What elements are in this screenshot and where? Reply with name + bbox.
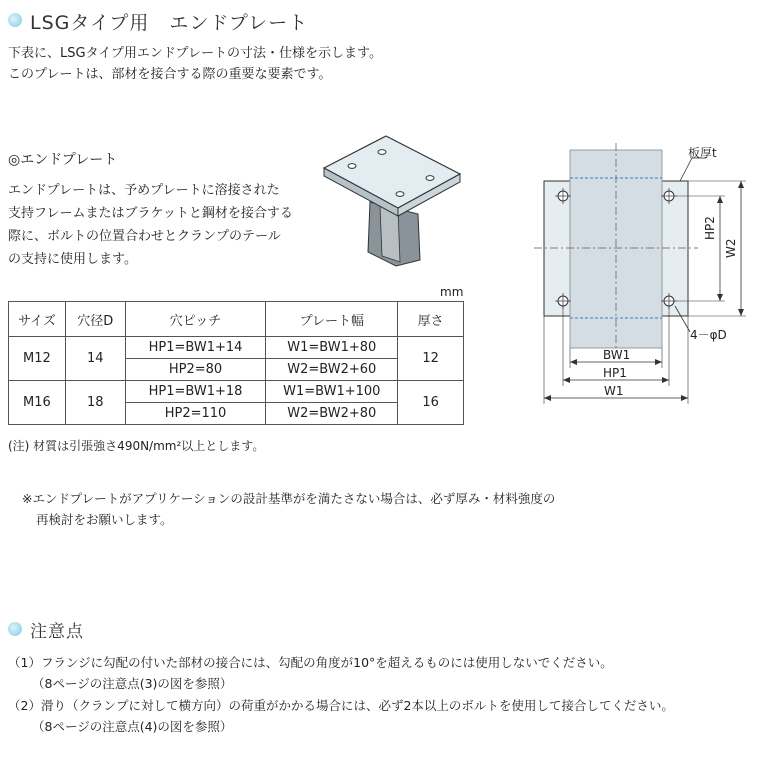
cell-width: W2=BW2+80 xyxy=(266,403,398,425)
table-header-row xyxy=(9,302,464,337)
bullet-dot-icon xyxy=(8,13,22,27)
bullet-dot-icon xyxy=(8,622,22,636)
cautions-title: 注意点 xyxy=(30,622,84,642)
header-thickness: 厚さ xyxy=(398,302,464,337)
header-width: プレート幅 xyxy=(266,302,398,337)
page-title: LSGタイプ用 エンドプレート xyxy=(30,12,309,34)
label-plate-thickness: 板厚t xyxy=(688,146,717,160)
table-row xyxy=(9,381,464,403)
caution-item-2: （2）滑り（クランプに対して横方向）の荷重がかかる場合には、必ず2本以上のボルトを使用して接合してください。 xyxy=(8,698,674,713)
header-size: サイズ xyxy=(9,302,66,337)
label-bw1: BW1 xyxy=(603,348,631,362)
endplate-illustration xyxy=(318,132,468,272)
cell-thickness: 16 xyxy=(398,381,464,425)
caution-item-2-ref: （8ページの注意点(4)の図を参照） xyxy=(32,719,233,734)
table-unit: mm xyxy=(440,285,464,299)
intro-line-1: 下表に、LSGタイプ用エンドプレートの寸法・仕様を示します。 xyxy=(8,46,382,61)
cell-width: W2=BW2+60 xyxy=(266,359,398,381)
cell-size: M16 xyxy=(9,381,66,425)
desc-line-2: 支持フレームまたはブラケットと鋼材を接合する xyxy=(8,206,293,221)
caution-item-1-ref: （8ページの注意点(3)の図を参照） xyxy=(32,676,233,691)
cell-width: W1=BW1+80 xyxy=(266,337,398,359)
table-note: (注) 材質は引張強さ490N/mm²以上とします。 xyxy=(8,439,265,453)
label-hole-diameter: 4－φD xyxy=(690,328,727,342)
label-w1: W1 xyxy=(604,384,624,398)
cell-pitch: HP2=80 xyxy=(125,359,266,381)
label-w2: W2 xyxy=(724,238,738,258)
remark-line-2: 再検討をお願いします。 xyxy=(36,512,173,527)
desc-line-3: 際に、ボルトの位置合わせとクランプのテール xyxy=(8,229,281,244)
header-pitch: 穴ピッチ xyxy=(125,302,266,337)
caution-item-1: （1）フランジに勾配の付いた部材の接合には、勾配の角度が10°を超えるものには使用しないでください。 xyxy=(8,655,613,670)
section-title-endplate: ◎エンドプレート xyxy=(8,152,118,168)
table-row xyxy=(9,337,464,359)
cell-hole: 18 xyxy=(65,381,125,425)
cell-pitch: HP2=110 xyxy=(125,403,266,425)
intro-line-2: このプレートは、部材を接合する際の重要な要素です。 xyxy=(8,67,332,82)
desc-line-1: エンドプレートは、予めプレートに溶接された xyxy=(8,183,280,198)
remark-line-1: ※エンドプレートがアプリケーションの設計基準がを満たさない場合は、必ず厚み・材料強度の xyxy=(22,491,556,506)
cell-pitch: HP1=BW1+14 xyxy=(125,337,266,359)
spec-table xyxy=(8,301,464,425)
label-hp1: HP1 xyxy=(603,366,627,380)
cell-pitch: HP1=BW1+18 xyxy=(125,381,266,403)
cell-hole: 14 xyxy=(65,337,125,381)
endplate-drawing xyxy=(530,138,755,408)
cell-size: M12 xyxy=(9,337,66,381)
label-hp2: HP2 xyxy=(703,216,717,240)
cell-width: W1=BW1+100 xyxy=(266,381,398,403)
desc-line-4: の支持に使用します。 xyxy=(8,252,137,267)
header-hole: 穴径D xyxy=(65,302,125,337)
cell-thickness: 12 xyxy=(398,337,464,381)
